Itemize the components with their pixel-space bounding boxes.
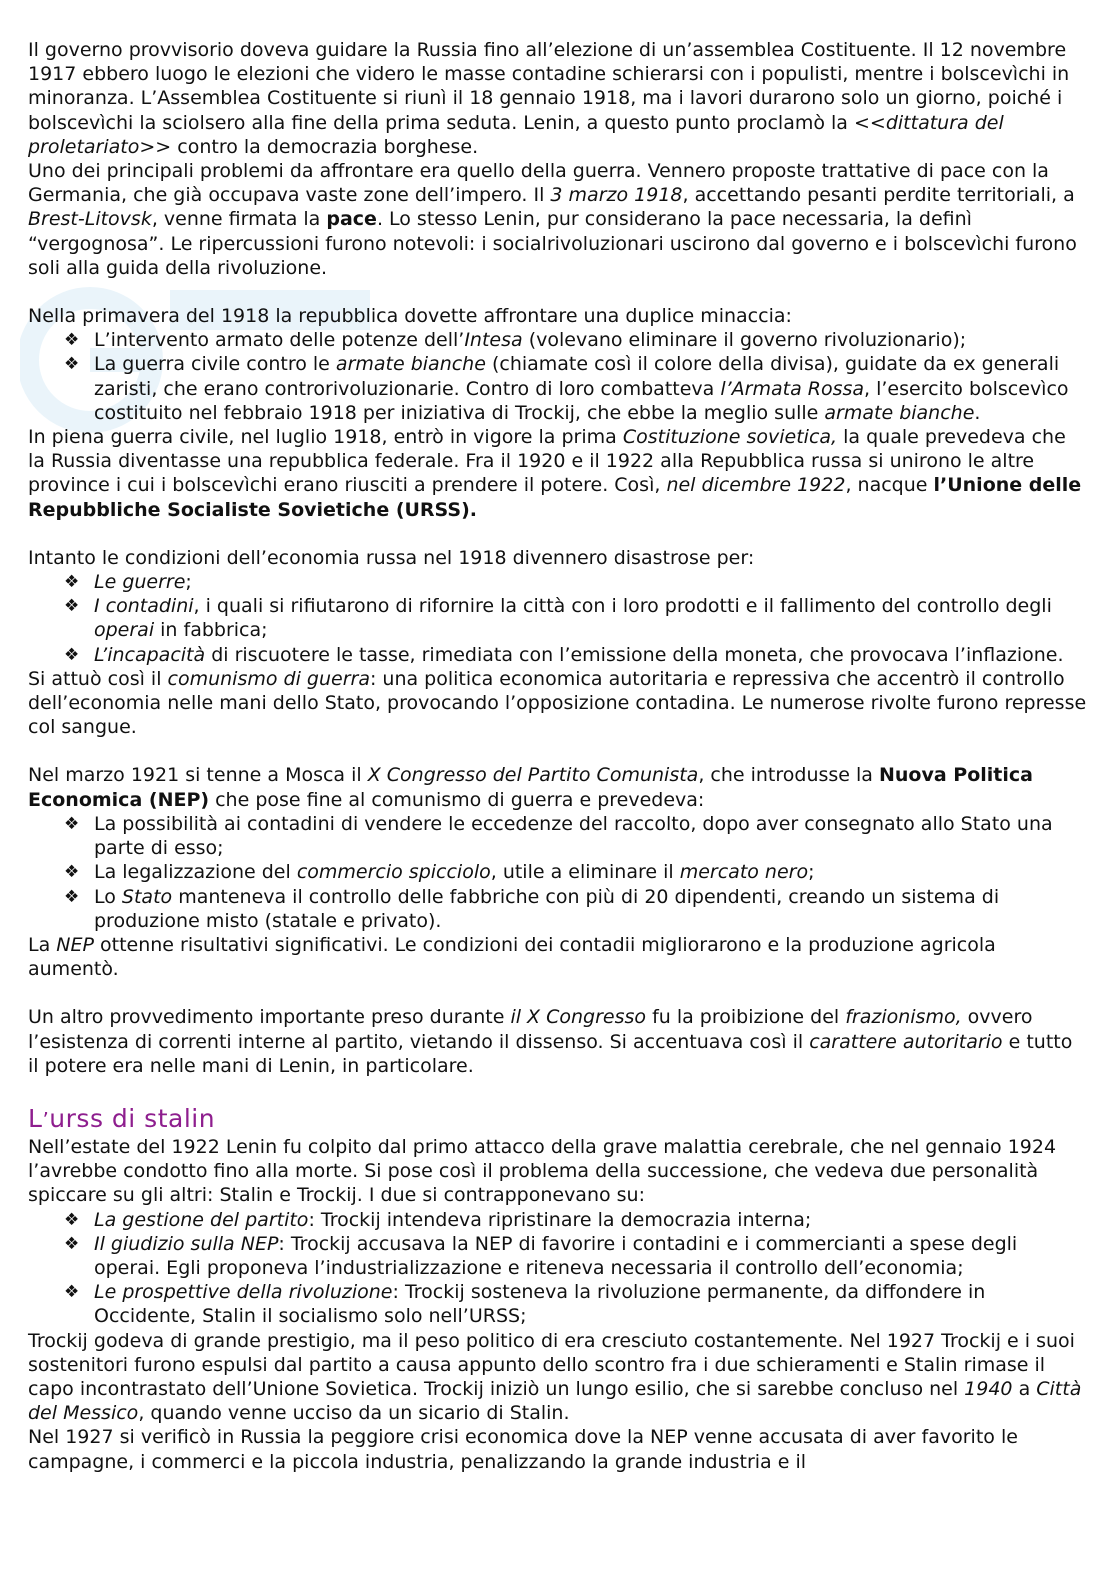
text-span: L’intervento armato delle potenze dell’ — [94, 329, 465, 352]
paragraph-costituzione — [28, 425, 1088, 522]
list-item — [28, 1232, 1088, 1280]
text-span: La — [28, 933, 57, 956]
text-italic: Costituzione sovietica, — [622, 426, 838, 449]
text-bold: Nuova Politica Economica (NEP) — [28, 764, 1033, 811]
text-italic: 3 marzo 1918 — [550, 184, 683, 207]
text-bold: l’Unione delle Repubbliche Socialiste Sovietiche (URSS). — [28, 474, 1082, 521]
text-italic: Brest-Litovsk — [28, 208, 152, 231]
paragraph-comunismo-guerra — [28, 667, 1088, 740]
text-span: di riscuotere le tasse, rimediata con l’emissione della moneta, che provocava l’inflazione. — [205, 643, 1064, 666]
text-span: ovvero l’esistenza di correnti interne al partito, vietando il dissenso. Si accentuava così il — [28, 1006, 1033, 1053]
text-italic: Intesa — [464, 329, 523, 352]
paragraph-minaccia: Nella primavera del 1918 la repubblica dovette affrontare una duplice minaccia: — [28, 305, 792, 328]
text-span: la quale prevedeva che la Russia diventasse una repubblica federale. Fra il 1920 e il 1922 alla Repubblica russa si unirono le altre province i cui i bolscevìchi erano riusciti a prendere il potere. Così, — [28, 426, 1066, 497]
paragraph-economia: Intanto le condizioni dell’economia russa nel 1918 divennero disastrose per: — [28, 546, 755, 569]
text-span: , che introdusse la — [698, 764, 879, 787]
bullet-diamond-icon: ❖ — [64, 886, 80, 907]
text-italic: 1940 — [964, 1377, 1013, 1400]
bullet-diamond-icon: ❖ — [64, 596, 80, 617]
list-item — [28, 643, 1088, 667]
text-italic: Città del Messico — [28, 1377, 1082, 1425]
text-span: Uno dei principali problemi da affrontare era quello della guerra. Vennero proposte trattative di pace con la Germania, che già occupava vaste zone dell’impero. Il — [28, 160, 1049, 207]
text-span: : Trockij sosteneva la rivoluzione permanente, da diffondere in Occidente, Stalin il socialismo solo nell’URSS; — [94, 1281, 986, 1328]
list-item — [28, 860, 1088, 884]
text-span: In piena guerra civile, nel luglio 1918, entrò in vigore la prima — [28, 426, 623, 449]
paragraph-successione: Nell’estate del 1922 Lenin fu colpito dal primo attacco della grave malattia cerebrale, che nel gennaio 1924 l’avrebbe condotto fino alla morte. Si pose così il problema della successione, che vedeva due personalità spiccare su gli altri: Stalin e Trockij. I due si contrapponevano su: — [28, 1135, 1057, 1207]
text-italic: armate bianche — [824, 401, 975, 424]
text-span: , venne firmata la — [151, 208, 327, 231]
text-italic: Le prospettive della rivoluzione — [94, 1281, 393, 1304]
paragraph-nep-risultati — [28, 933, 1088, 981]
text-span: Si attuò così il — [28, 667, 168, 690]
text-span: , utile a eliminare il — [490, 861, 680, 884]
text-span: , l’esercito bolscevìco costituito nel febbraio 1918 per iniziativa di Trockij, che ebbe la meglio sulle — [94, 377, 1069, 424]
text-italic: armate bianche — [335, 353, 486, 376]
text-span: in fabbrica; — [154, 619, 268, 642]
text-span: La guerra civile contro le — [94, 353, 336, 376]
bullet-diamond-icon: ❖ — [64, 330, 80, 351]
text-span: La legalizzazione del — [94, 861, 297, 884]
text-bold: pace — [326, 208, 377, 231]
heading-text: L — [28, 1103, 43, 1133]
text-span: (chiamate così il colore della divisa), guidate da ex generali zaristi, che erano controrivoluzionarie. Contro di loro combatteva — [94, 353, 1060, 400]
text-italic: operai — [94, 619, 155, 642]
text-italic: il X Congresso — [510, 1006, 647, 1029]
list-item — [28, 570, 1088, 594]
bullet-diamond-icon: ❖ — [64, 1282, 80, 1303]
text-span: che pose fine al comunismo di guerra e prevedeva: — [209, 788, 705, 811]
text-span: : Trockij intendeva ripristinare la democrazia interna; — [308, 1208, 812, 1231]
text-span: ottenne risultativi significativi. Le condizioni dei contadii migliorarono e la produzione agricola aumentò. — [28, 933, 996, 981]
text-span: , i quali si rifiutarono di rifornire la città con i loro prodotti e il fallimento del controllo degli — [193, 595, 1052, 618]
text-span: Il governo provvisorio doveva guidare la Russia fino all’elezione di un’assemblea Costituente. Il 12 novembre 1917 ebbero luogo le elezioni che videro le masse contadine schierarsi con i populisti, mentre i bolscevìchi in minoranza. L’Assemblea Costituente si riunì il 18 gennaio 1918, ma i lavori durarono solo un giorno, poiché i bolscevìchi la sciolsero alla fine della prima seduta. Lenin, a questo punto proclamò la << — [28, 39, 1070, 134]
bullet-diamond-icon: ❖ — [64, 354, 80, 375]
bullet-diamond-icon: ❖ — [64, 813, 80, 834]
text-span: Nel marzo 1921 si tenne a Mosca il — [28, 764, 368, 787]
text-span: : una politica economica autoritaria e repressiva che accentrò il controllo dell’economia nelle mani dello Stato, provocando l’opposizione contadina. Le numerose rivolte furono represse col sangue. — [28, 667, 1087, 739]
list-item — [28, 812, 1088, 860]
text-span: . — [974, 401, 981, 424]
bullet-diamond-icon: ❖ — [64, 862, 80, 883]
text-italic: Il giudizio sulla NEP — [94, 1232, 279, 1255]
bullet-list-nep — [28, 812, 1088, 933]
text-italic: X Congresso del Partito Comunista — [367, 764, 699, 787]
text-span: ; — [185, 571, 192, 594]
text-span: manteneva il controllo delle fabbriche con più di 20 dipendenti, creando un sistema di produzione misto (statale e privato). — [94, 885, 1000, 932]
paragraph-frazionismo — [28, 1005, 1088, 1078]
text-italic: Stato — [121, 885, 173, 908]
text-italic: nel dicembre 1922 — [666, 474, 846, 497]
list-item — [28, 1208, 1088, 1232]
text-span: e tutto il potere era nelle mani di Lenin, in particolare. — [28, 1030, 1073, 1077]
text-span: fu la proibizione del — [646, 1006, 846, 1029]
text-span: ; — [808, 861, 815, 884]
text-italic: frazionismo, — [845, 1006, 962, 1029]
heading-text: urss di stalin — [49, 1103, 216, 1133]
list-item — [28, 885, 1088, 933]
text-italic: L’incapacità — [94, 643, 206, 666]
text-italic: La gestione del partito — [94, 1208, 309, 1231]
bullet-diamond-icon: ❖ — [64, 1233, 80, 1254]
section-heading — [28, 1104, 1088, 1135]
paragraph-nep — [28, 763, 1088, 811]
bullet-list-contrasti — [28, 1208, 1088, 1329]
text-span: >> contro la democrazia borghese. — [139, 135, 479, 158]
text-italic: mercato nero — [679, 861, 809, 884]
text-span: (volevano eliminare il governo rivoluzionario); — [522, 329, 967, 352]
list-item — [28, 352, 1088, 425]
paragraph-trockij — [28, 1329, 1088, 1426]
text-italic: dittatura del proletariato — [28, 111, 1004, 158]
text-span: , quando venne ucciso da un sicario di Stalin. — [138, 1402, 570, 1425]
bullet-list-minaccia — [28, 328, 1088, 425]
text-span: Lo — [94, 885, 122, 908]
paragraph-costituente — [28, 38, 1088, 159]
text-italic: Le guerre — [94, 571, 186, 594]
text-italic: I contadini — [94, 595, 194, 618]
bullet-diamond-icon: ❖ — [64, 1209, 80, 1230]
text-span: . Lo stesso Lenin, pur considerano la pace necessaria, la definì “vergognosa”. Le ripercussioni furono notevoli: i socialrivoluzionari uscirono dal governo e i bolscevìchi furono soli alla guida della rivoluzione. — [28, 208, 1077, 279]
text-span: Un altro provvedimento importante preso durante — [28, 1006, 511, 1029]
text-span: Trockij godeva di grande prestigio, ma il peso politico di era cresciuto costantemente. Nel 1927 Trockij e i suoi sostenitori furono espulsi dal partito a causa appunto dello scontro fra i due schieramenti e Stalin rimase il capo incontrastato dell’Unione Sovietica. Trockij iniziò un lungo esilio, che si sarebbe concluso nel — [28, 1329, 1075, 1400]
paragraph-pace — [28, 159, 1088, 280]
text-span: , accettando pesanti perdite territoriali, a — [682, 184, 1075, 207]
bullet-list-economia — [28, 570, 1088, 667]
bullet-diamond-icon: ❖ — [64, 644, 80, 665]
text-span: a — [1012, 1377, 1037, 1400]
text-italic: comunismo di guerra — [167, 667, 370, 690]
text-span: : Trockij accusava la NEP di favorire i contadini e i commercianti a spese degli operai. Egli proponeva l’industrializzazione e riteneva necessaria il controllo dell’economia; — [94, 1232, 1018, 1279]
heading-text: ’ — [42, 1107, 50, 1132]
list-item — [28, 594, 1088, 642]
text-italic: carattere autoritario — [809, 1030, 1003, 1053]
document-page — [28, 38, 1088, 1474]
list-item — [28, 1280, 1088, 1328]
text-italic: commercio spicciolo — [296, 861, 491, 884]
bullet-diamond-icon: ❖ — [64, 572, 80, 593]
paragraph-crisi-1927: Nel 1927 si verificò in Russia la peggiore crisi economica dove la NEP venne accusata di aver favorito le campagne, i commerci e la piccola industria, penalizzando la grande industria e il — [28, 1426, 1018, 1473]
text-italic: NEP — [56, 933, 94, 956]
text-span: La possibilità ai contadini di vendere le eccedenze del raccolto, dopo aver consegnato allo Stato una parte di esso; — [94, 812, 1053, 860]
text-italic: l’Armata Rossa — [720, 377, 865, 400]
list-item — [28, 328, 1088, 352]
text-span: , nacque — [845, 474, 934, 497]
